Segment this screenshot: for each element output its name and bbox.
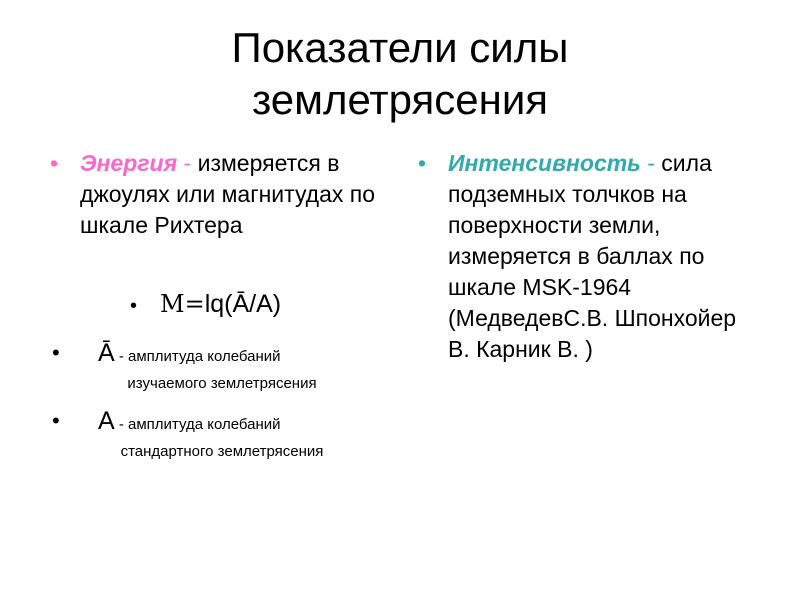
formula-magnitude-symbol: M= <box>160 290 205 318</box>
bullet-icon: • <box>130 295 138 317</box>
title-line-2: землетрясения <box>251 76 549 123</box>
formula-expression: lq(Ā/A) <box>204 290 282 318</box>
amplitude-studied-symbol: Ā <box>98 339 115 367</box>
amplitude-standard-desc-2: стандартного землетрясения <box>120 443 324 460</box>
left-column <box>48 148 393 241</box>
energy-separator: - <box>177 150 198 176</box>
intensity-separator: - <box>640 150 662 176</box>
slide-title <box>0 22 800 126</box>
amplitude-standard-item <box>52 404 392 462</box>
amplitude-studied-desc-1: - амплитуда колебаний <box>114 348 281 365</box>
intensity-text: сила подземных толчков на поверхности земли, измеряется в баллах по шкале MSK-1964 (МедведевС.В. Шпонхойер В. Карник В. ) <box>448 150 737 362</box>
intensity-keyword: Интенсивность <box>448 150 641 176</box>
bullet-icon: • <box>52 408 60 433</box>
amplitude-studied-item <box>52 336 392 394</box>
bullet-icon: • <box>50 150 59 176</box>
energy-keyword: Энергия <box>80 150 178 176</box>
right-column <box>416 148 761 365</box>
energy-text: измеряется в джоулях или магнитудах по шкале Рихтера <box>80 150 376 238</box>
magnitude-formula <box>130 288 281 322</box>
intensity-bullet <box>416 148 761 365</box>
bullet-icon: • <box>418 150 427 176</box>
title-line-1: Показатели силы <box>231 24 569 71</box>
amplitude-studied-desc-2: изучаемого землетрясения <box>127 375 317 392</box>
bullet-icon: • <box>52 340 60 365</box>
energy-bullet <box>48 148 393 241</box>
amplitude-standard-desc-1: - амплитуда колебаний <box>114 416 281 433</box>
amplitude-standard-symbol: А <box>98 407 115 435</box>
